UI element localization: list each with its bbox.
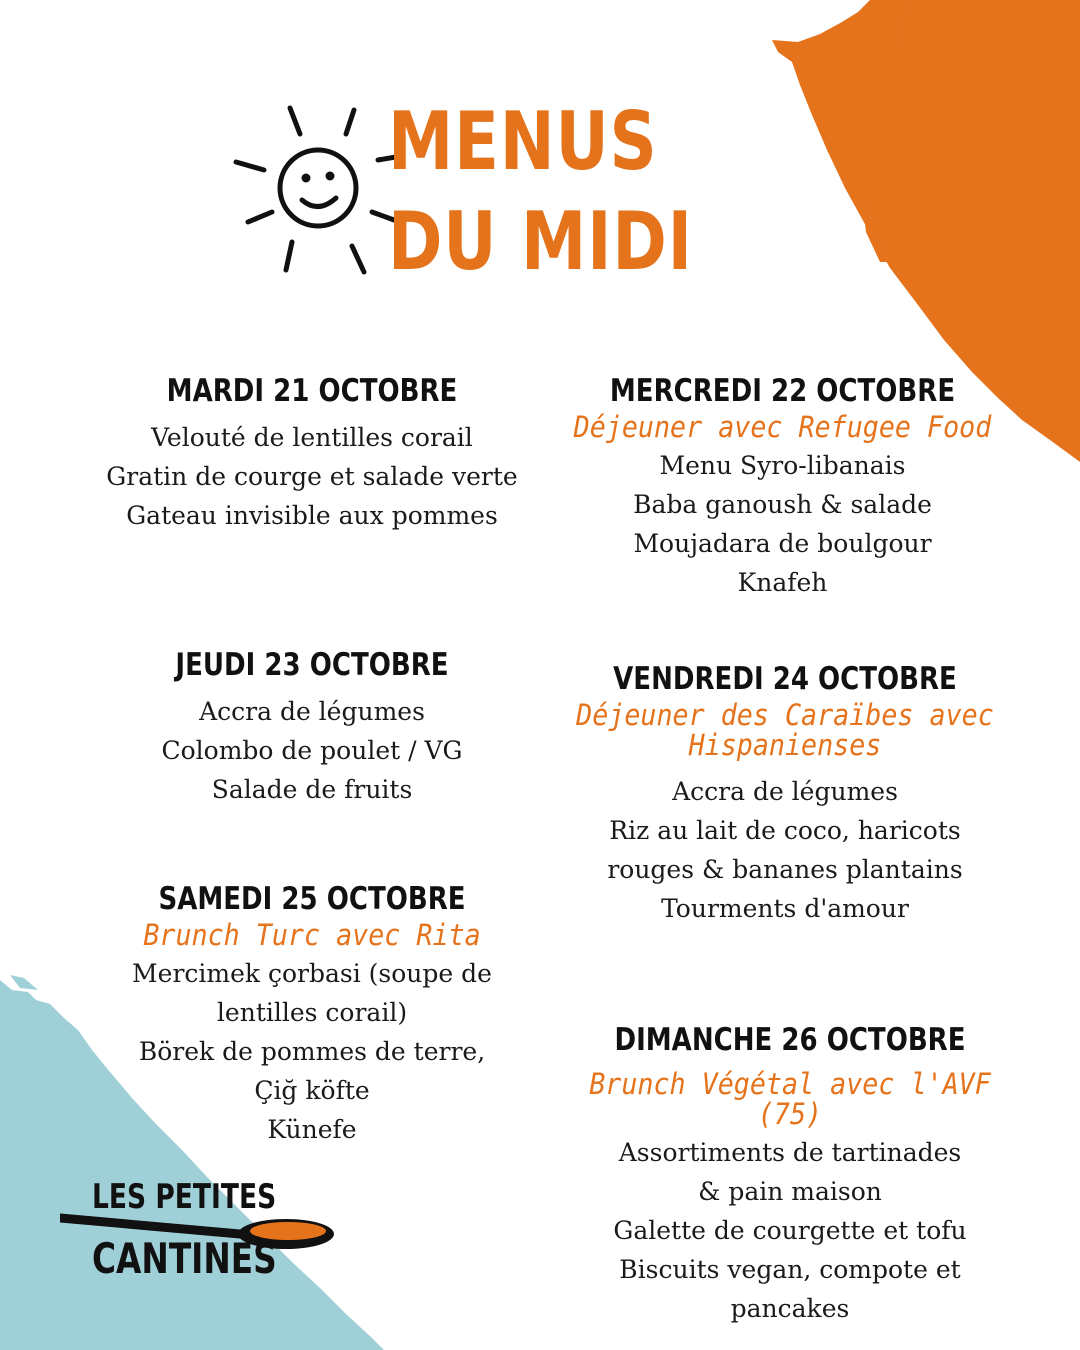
menu-item: Künefe — [267, 1115, 357, 1144]
day-block-dimanche — [540, 1021, 1040, 1328]
day-subtitle: Brunch Végétal avec l'AVF (75) — [589, 1067, 991, 1131]
day-heading: MARDI 21 OCTOBRE — [166, 373, 458, 409]
menu-items — [62, 418, 562, 535]
menu-item: Mercimek çorbasi (soupe de — [132, 959, 492, 988]
day-heading: SAMEDI 25 OCTOBRE — [158, 881, 466, 917]
logo-line-1: LES PETITES — [92, 1177, 277, 1217]
menu-item: Assortiments de tartinades — [618, 1138, 962, 1167]
menu-item: Riz au lait de coco, haricots — [609, 816, 961, 845]
menu-item: Çiğ köfte — [254, 1076, 370, 1105]
menu-item: Colombo de poulet / VG — [161, 736, 463, 765]
menu-item: Velouté de lentilles corail — [151, 423, 473, 452]
title-line-2: DU MIDI — [388, 195, 693, 288]
day-heading: JEUDI 23 OCTOBRE — [175, 647, 449, 683]
menu-item: Galette de courgette et tofu — [613, 1216, 967, 1245]
day-block-jeudi — [62, 646, 562, 809]
menu-item: Accra de légumes — [672, 777, 898, 806]
menu-items — [62, 692, 562, 809]
menu-items — [540, 1133, 1040, 1328]
logo-line-2: CANTINES — [92, 1234, 277, 1283]
day-block-vendredi — [555, 660, 1015, 928]
menu-items — [540, 446, 1025, 602]
menu-item: & pain maison — [698, 1177, 882, 1206]
menu-items — [555, 772, 1015, 928]
menu-item: Accra de légumes — [199, 697, 425, 726]
day-heading: VENDREDI 24 OCTOBRE — [613, 661, 957, 697]
menu-item: pancakes — [730, 1294, 850, 1323]
menu-item: Moujadara de boulgour — [633, 529, 932, 558]
les-petites-cantines-logo — [60, 1178, 340, 1288]
menu-item: rouges & bananes plantains — [607, 855, 963, 884]
poster-title — [388, 92, 693, 292]
menu-item: lentilles corail) — [216, 998, 408, 1027]
day-block-mercredi — [540, 372, 1025, 602]
menu-item: Börek de pommes de terre, — [138, 1037, 486, 1066]
day-subtitle: Déjeuner des Caraïbes avec Hispanienses — [576, 698, 994, 762]
day-heading: MERCREDI 22 OCTOBRE — [609, 373, 956, 409]
menu-item: Biscuits vegan, compote et — [619, 1255, 961, 1284]
day-heading: DIMANCHE 26 OCTOBRE — [614, 1022, 966, 1058]
blue-brush-splinter — [10, 975, 38, 990]
menu-item: Gateau invisible aux pommes — [126, 501, 498, 530]
title-line-1: MENUS — [388, 95, 658, 188]
day-subtitle: Brunch Turc avec Rita — [143, 918, 481, 952]
menu-item: Baba ganoush & salade — [633, 490, 932, 519]
menu-items — [62, 954, 562, 1149]
menu-item: Menu Syro-libanais — [659, 451, 906, 480]
menu-item: Knafeh — [737, 568, 828, 597]
day-block-mardi — [62, 372, 562, 535]
day-block-samedi — [62, 880, 562, 1149]
menu-item: Salade de fruits — [211, 775, 413, 804]
menu-item: Tourments d'amour — [661, 894, 909, 923]
smiling-sun-icon — [228, 100, 408, 280]
menu-item: Gratin de courge et salade verte — [106, 462, 518, 491]
day-subtitle: Déjeuner avec Refugee Food — [573, 410, 992, 444]
